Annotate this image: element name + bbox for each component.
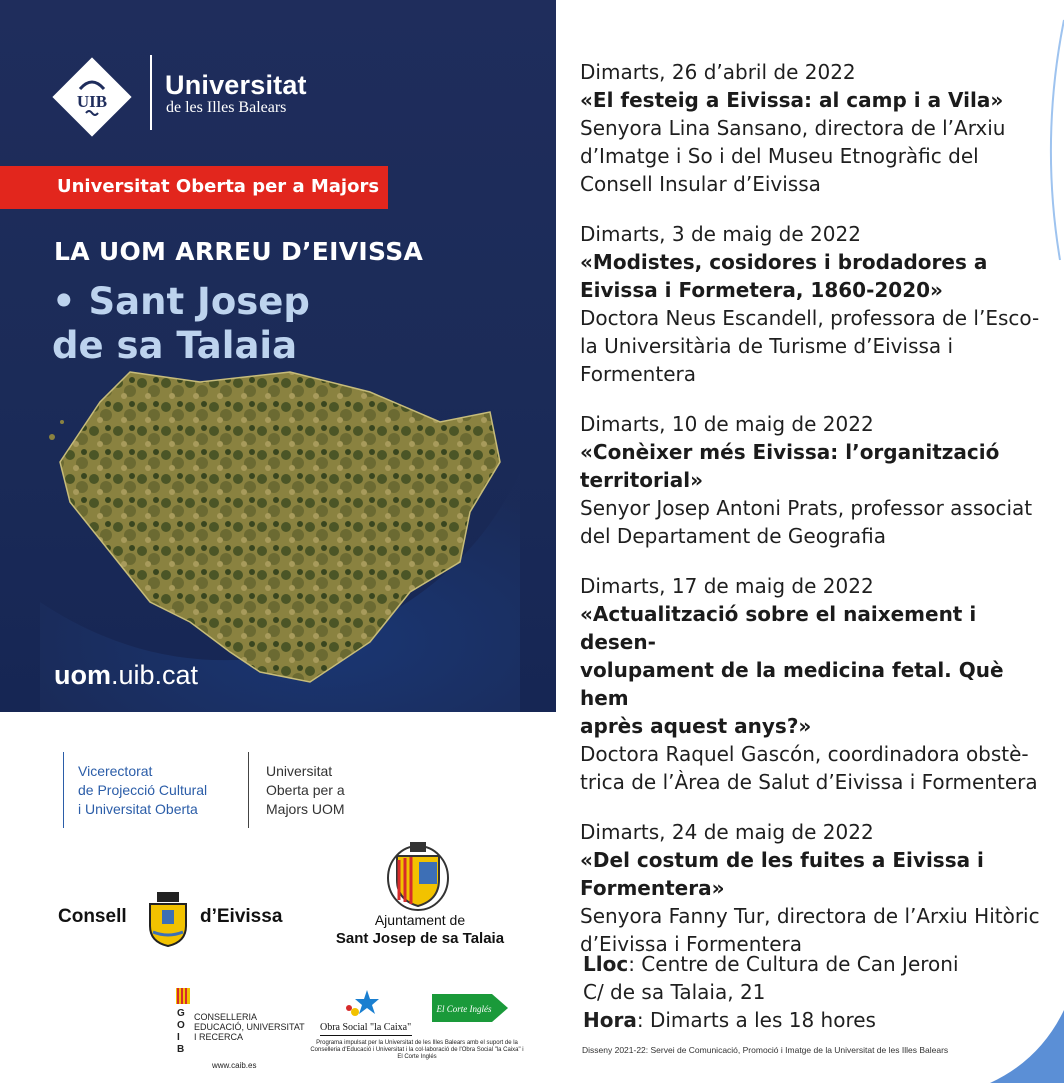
event-item — [580, 58, 1040, 198]
la-caixa-underline — [320, 1035, 412, 1036]
corte-ingles-logo — [430, 990, 510, 1026]
consell-label: Consell — [58, 906, 127, 927]
uib-logo — [50, 55, 134, 139]
event-date: Dimarts, 26 d’abril de 2022 — [580, 60, 856, 84]
event-title: «Del costum de les fuites a Eivissa i — [580, 848, 984, 872]
la-caixa-label: Obra Social "la Caixa" — [320, 1022, 412, 1033]
event-date: Dimarts, 3 de maig de 2022 — [580, 222, 861, 246]
event-speaker: Consell Insular d’Eivissa — [580, 172, 821, 196]
event-speaker: Senyor Josep Antoni Prats, professor associat — [580, 496, 1033, 520]
ajuntament-name: Sant Josep de sa Talaia — [335, 930, 505, 947]
vicerectorat-label: Vicerectorat de Projecció Cultural i Universitat Oberta — [78, 763, 208, 817]
event-speaker: Senyora Lina Sansano, directora de l’Arxiu — [580, 116, 1006, 140]
poster-title: LA UOM ARREU D’EIVISSA — [54, 237, 424, 266]
event-speaker: del Departament de Geografia — [580, 524, 886, 548]
island-satellite-image — [40, 352, 520, 712]
event-title: après aquest anys?» — [580, 714, 812, 738]
event-date: Dimarts, 24 de maig de 2022 — [580, 820, 874, 844]
uom-website-rest: .uib.cat — [111, 660, 199, 690]
poster-location-line1: • Sant Josep — [52, 280, 310, 323]
design-credits: Disseny 2021-22: Servei de Comunicació, Promoció i Imatge de la Universitat de les Illes Balears — [582, 1045, 949, 1055]
la-caixa-star-icon — [345, 988, 387, 1018]
poster-location-line2: de sa Talaia — [52, 324, 298, 367]
event-title: «Conèixer més Eivissa: l’organització — [580, 440, 1000, 464]
conselleria-label: CONSELLERIA EDUCACIÓ, UNIVERSITAT I RECERCA — [194, 1012, 305, 1042]
event-speaker: Doctora Raquel Gascón, coordinadora obstè- — [580, 742, 1029, 766]
venue-time-value: : Dimarts a les 18 hores — [636, 1008, 876, 1032]
event-title: «Modistes, cosidores i brodadores a — [580, 250, 988, 274]
event-speaker: Formentera — [580, 362, 696, 386]
event-speaker: d’Eivissa i Formentera — [580, 932, 802, 956]
event-item — [580, 220, 1040, 388]
uom-banner-label: Universitat Oberta per a Majors — [57, 176, 380, 197]
event-speaker: la Universitària de Turisme d’Eivissa i — [580, 334, 954, 358]
event-date: Dimarts, 10 de maig de 2022 — [580, 412, 874, 436]
goib-letters: G O I B — [177, 1008, 185, 1055]
event-title: «El festeig a Eivissa: al camp i a Vila» — [580, 88, 1004, 112]
event-item — [580, 572, 1040, 796]
events-list — [580, 58, 1040, 980]
event-title: Formentera» — [580, 876, 725, 900]
logo-divider — [150, 55, 152, 130]
event-title: territorial» — [580, 468, 703, 492]
event-item — [580, 818, 1040, 958]
event-item — [580, 410, 1040, 550]
caib-website: www.caib.es — [212, 1061, 257, 1070]
uom-label: Universitat Oberta per a Majors UOM — [266, 763, 345, 817]
program-note: Programa impulsat per la Universitat de les Illes Balears amb el suport de la Conselleria d'Educació i Universitat i la col·laboració de l'Obra Social "la Caixa" i El Corte Inglés — [310, 1040, 524, 1060]
venue-location-value: : Centre de Cultura de Can Jeroni — [628, 952, 959, 976]
event-speaker: trica de l’Àrea de Salut d’Eivissa i Formentera — [580, 770, 1038, 794]
venue-location — [583, 950, 959, 978]
venue-time — [583, 1006, 959, 1034]
university-name: Universitat — [165, 70, 307, 100]
uom-banner — [0, 166, 388, 209]
corte-ingles-label: El Corte Inglés — [436, 1004, 492, 1014]
uom-website-bold: uom — [54, 660, 111, 690]
event-title: volupament de la medicina fetal. Què hem — [580, 658, 1004, 710]
ajuntament-label: Ajuntament de — [374, 912, 466, 928]
venue-address: C/ de sa Talaia, 21 — [583, 980, 766, 1004]
vicerectorat-divider — [63, 752, 64, 828]
poster-panel — [0, 0, 556, 712]
university-subtitle: de les Illes Balears — [166, 99, 287, 116]
event-title: «Actualització sobre el naixement i desen- — [580, 602, 977, 654]
venue-location-label: Lloc — [583, 952, 629, 976]
uom-divider — [248, 752, 249, 828]
event-speaker: Senyora Fanny Tur, directora de l’Arxiu Hitòric — [580, 904, 1040, 928]
event-speaker: d’Imatge i So i del Museu Etnogràfic del — [580, 144, 979, 168]
eivissa-label: d’Eivissa — [200, 906, 283, 927]
ajuntament-shield-icon — [383, 840, 453, 912]
venue-time-label: Hora — [583, 1008, 637, 1032]
event-speaker: Doctora Neus Escandell, professora de l’Esco- — [580, 306, 1040, 330]
consell-shield-icon — [145, 890, 191, 948]
uib-logo-text: UIB — [76, 92, 108, 111]
event-title: Eivissa i Formetera, 1860-2020» — [580, 278, 943, 302]
venue-info — [583, 950, 959, 1034]
event-date: Dimarts, 17 de maig de 2022 — [580, 574, 874, 598]
uom-website — [54, 660, 198, 691]
goib-flag-icon — [176, 988, 190, 1004]
